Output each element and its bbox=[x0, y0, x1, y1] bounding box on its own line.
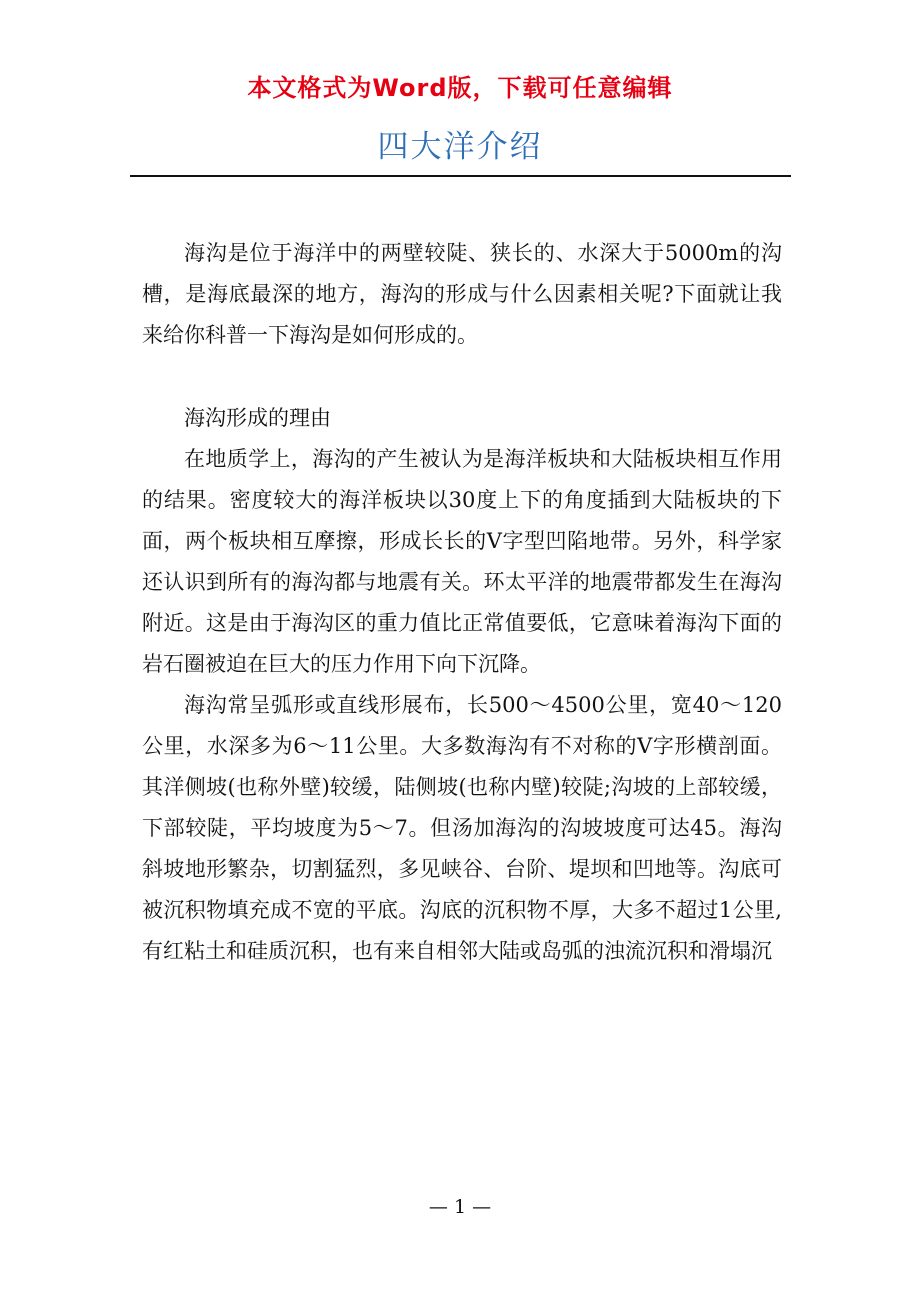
title-divider bbox=[130, 175, 791, 177]
page-number: — 1 — bbox=[428, 1196, 492, 1218]
body-paragraph: 在地质学上，海沟的产生被认为是海洋板块和大陆板块相互作用的结果。密度较大的海洋板块以30度上下的角度插到大陆板块的下面，两个板块相互摩擦，形成长长的V字型凹陷地带。另外，科学家还认识到所有的海沟都与地震有关。环太平洋的地震带都发生在海沟附近。这是由于海沟区的重力值比正常值要低，它意味着海沟下面的岩石圈被迫在巨大的压力作用下向下沉降。 bbox=[142, 447, 782, 676]
section-heading: 海沟形成的理由 bbox=[184, 406, 331, 430]
format-notice-banner: 本文格式为Word版，下载可任意编辑 bbox=[247, 74, 673, 102]
page-title: 四大洋介绍 bbox=[377, 129, 543, 165]
body-paragraph: 海沟常呈弧形或直线形展布，长500～4500公里，宽40～120公里，水深多为6～11公里。大多数海沟有不对称的V字形横剖面。其洋侧坡(也称外壁)较缓，陆侧坡(也称内壁)较陡;沟坡的上部较缓，下部较陡，平均坡度为5～7。但汤加海沟的沟坡坡度可达45。海沟斜坡地形繁杂，切割猛烈，多见峡谷、台阶、堤坝和凹地等。沟底可被沉积物填充成不宽的平底。沟底的沉积物不厚，大多不超过1公里,有红粘土和硅质沉积，也有来自相邻大陆或岛弧的浊流沉积和滑塌沉 bbox=[142, 693, 782, 963]
paragraph-spacer bbox=[142, 356, 782, 398]
document-body bbox=[142, 233, 782, 972]
intro-paragraph: 海沟是位于海洋中的两壁较陡、狭长的、水深大于5000m的沟槽，是海底最深的地方，海沟的形成与什么因素相关呢?下面就让我来给你科普一下海沟是如何形成的。 bbox=[142, 241, 782, 347]
